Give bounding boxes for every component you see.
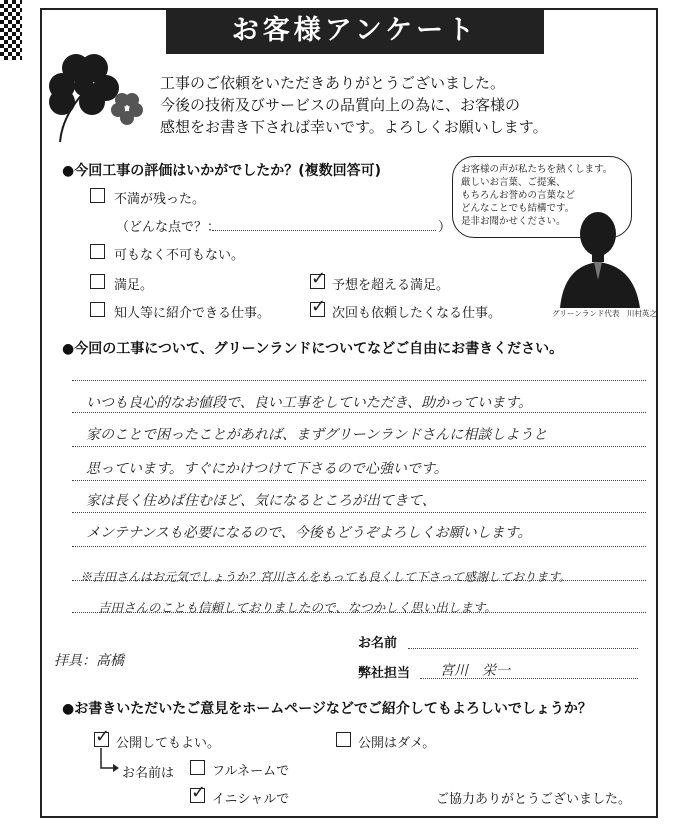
option-label: 公開はダメ。 xyxy=(358,736,436,751)
bubble-line: 是非お聞かせください。 xyxy=(461,216,566,227)
comment-line: 思っています。すぐにかけつけて下さるので心強いです。 xyxy=(86,461,448,477)
checkbox-recommendable[interactable] xyxy=(90,302,105,317)
writing-line xyxy=(72,546,646,547)
checkbox-dissatisfied[interactable] xyxy=(90,188,105,203)
q3-heading: ●お書きいただいたご意見をホームページなどでご紹介してもよろしいでしょうか？ xyxy=(62,701,592,717)
intro-line: 工事のご依頼をいただきありがとうございました。 xyxy=(160,74,506,92)
bubble-line: どんなことでも結構です。 xyxy=(461,203,575,214)
staff-value: 宮川 栄一 xyxy=(440,663,510,679)
option-label: 次回も依頼したくなる仕事。 xyxy=(332,306,502,321)
representative-caption: グリーンランド代表 川村英之 xyxy=(552,309,657,318)
option-label: 公開してもよい。 xyxy=(116,736,221,751)
branch-arrow-icon xyxy=(98,748,122,776)
checkbox-public-ng[interactable] xyxy=(336,732,351,747)
intro-text xyxy=(160,72,620,138)
option-label: 不満が残った。 xyxy=(114,192,206,207)
checkbox-satisfied[interactable] xyxy=(90,274,105,289)
checker-pattern xyxy=(0,0,22,60)
q1-heading: ●今回工事の評価はいかがでしたか？(複数回答可) xyxy=(62,163,382,179)
comment-line: 家は長く住めば住むほど、気になるところが出てきて、 xyxy=(86,493,436,509)
name-label: お名前 xyxy=(358,636,398,651)
check-mark: ✓ xyxy=(311,268,327,289)
representative-photo xyxy=(556,200,666,308)
option-label: 可もなく不可もない。 xyxy=(114,248,245,263)
intro-line: 感想をお書き下されば幸いです。よろしくお願いします。 xyxy=(160,118,548,136)
option-label: 予想を超える満足。 xyxy=(332,278,450,293)
which-point-end: ） xyxy=(438,220,452,235)
bubble-line: 厳しいお言葉、ご提案、 xyxy=(461,177,566,188)
q2-heading: ●今回の工事について、グリーンランドについてなどご自由にお書きください。 xyxy=(62,341,564,357)
comment-signature: 拝具：高橋 xyxy=(54,653,124,669)
bubble-line: お客様の声が私たちを熱くします。 xyxy=(461,164,613,175)
comment-line: 家のことで困ったことがあれば、まずグリーンランドさんに相談しようと xyxy=(86,427,548,443)
staff-label: 弊社担当 xyxy=(358,666,411,681)
bubble-line: もちろんお誉めの言葉など xyxy=(461,190,576,201)
check-mark: ✓ xyxy=(191,782,207,803)
writing-line xyxy=(72,480,646,481)
option-label: 満足。 xyxy=(114,278,154,293)
comment-line: メンテナンスも必要になるので、今後もどうぞよろしくお願いします。 xyxy=(86,525,532,541)
option-label: イニシャルで xyxy=(212,792,290,807)
name-field[interactable] xyxy=(408,648,638,649)
comment-ps: 吉田さんのことも信頼しておりましたので、なつかしく思い出します。 xyxy=(98,600,497,615)
checkbox-fullname[interactable] xyxy=(190,760,205,775)
name-is-label: お名前は xyxy=(122,766,175,781)
option-label: フルネームで xyxy=(212,764,290,779)
which-point-line[interactable] xyxy=(212,230,436,231)
checkbox-neutral[interactable] xyxy=(90,244,105,259)
page-title: お客様アンケート xyxy=(166,8,544,54)
writing-line xyxy=(72,412,646,413)
comment-line: いつも良心的なお値段で、良い工事をしていただき、助かっています。 xyxy=(86,395,533,411)
writing-line xyxy=(72,380,646,381)
intro-line: 今後の技術及びサービスの品質向上の為に、お客様の xyxy=(160,96,521,114)
writing-line xyxy=(72,512,646,513)
check-mark: ✓ xyxy=(311,296,327,317)
option-label: 知人等に紹介できる仕事。 xyxy=(114,306,271,321)
check-mark: ✓ xyxy=(95,726,111,747)
which-point-label: （どんな点で？： xyxy=(116,220,221,235)
thanks-text: ご協力ありがとうございました。 xyxy=(436,792,632,807)
comment-ps: ※吉田さんはお元気でしょうか？宮川さんをもっても良くして下さって感謝しております。 xyxy=(80,570,572,584)
clover-icon xyxy=(44,42,154,152)
writing-line xyxy=(72,446,646,447)
